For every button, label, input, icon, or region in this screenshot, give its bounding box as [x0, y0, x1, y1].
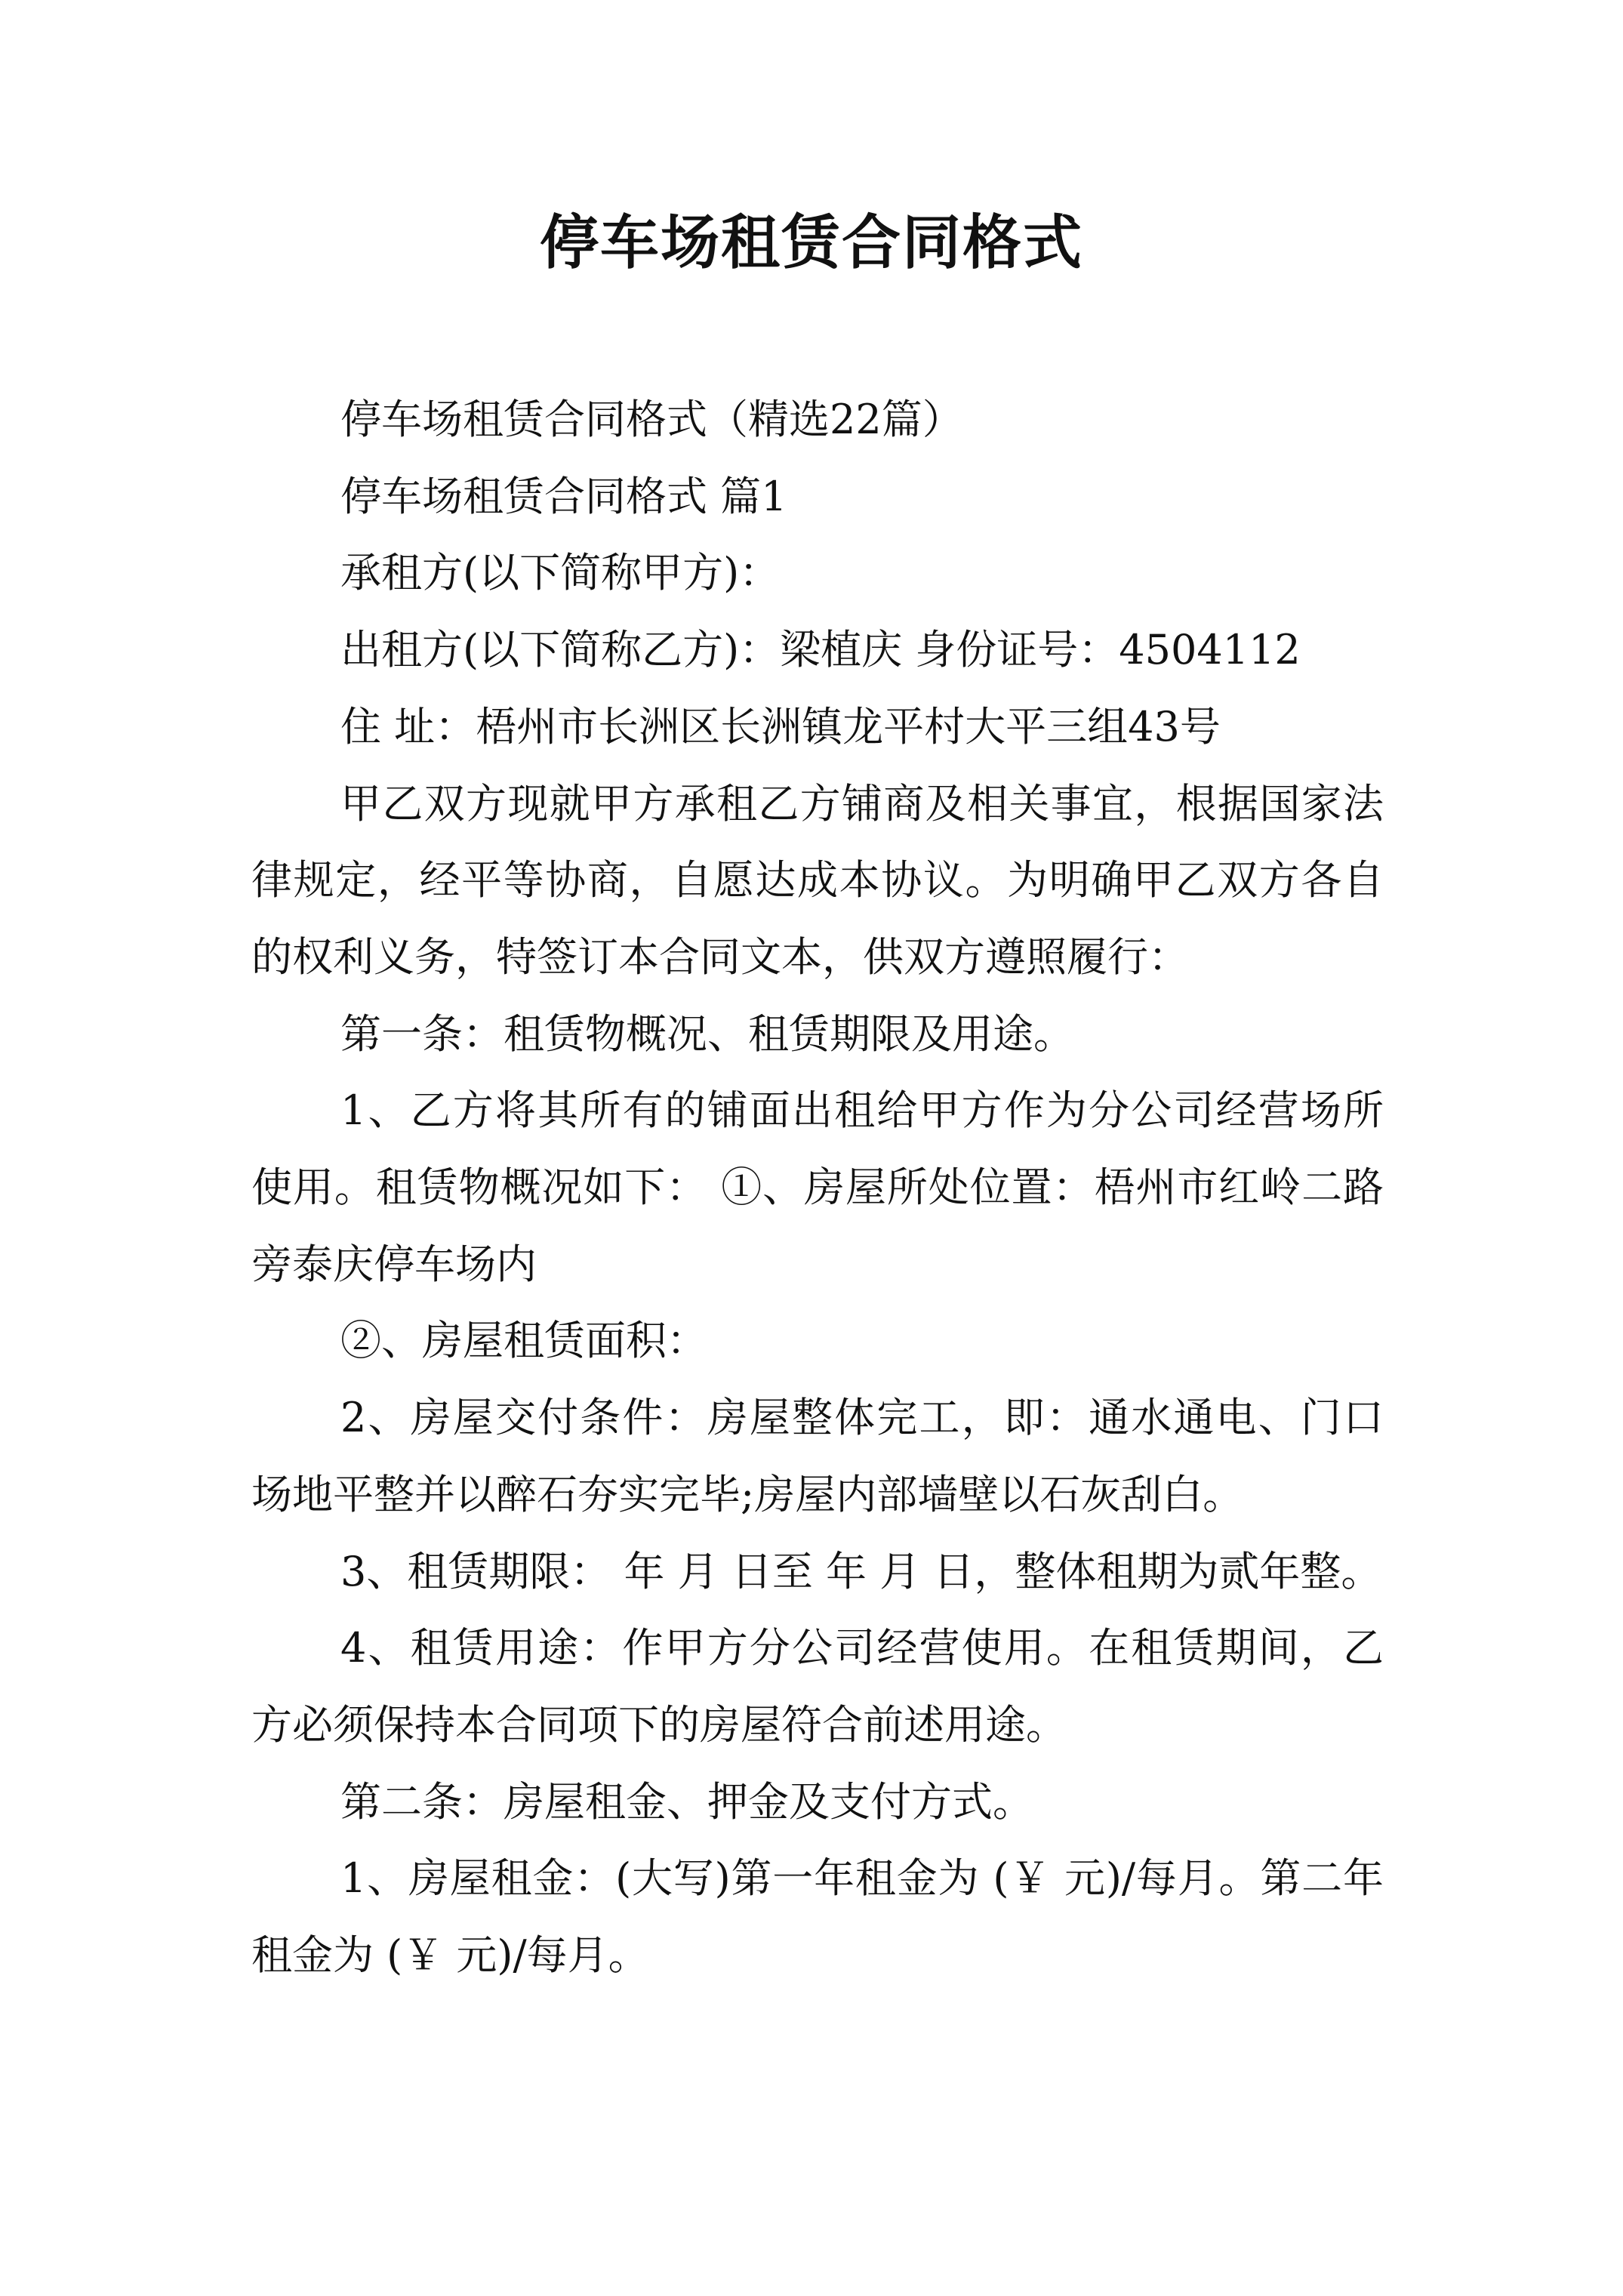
clause-1-4: 4、租赁用途：作甲方分公司经营使用。在租赁期间，乙方必须保持本合同项下的房屋符合前述用途。: [251, 1624, 1384, 1749]
preamble-paragraph: 甲乙双方现就甲方承租乙方铺商及相关事宜，根据国家法律规定，经平等协商，自愿达成本协议。为明确甲乙双方各自的权利义务，特签订本合同文本，供双方遵照履行：: [251, 779, 1384, 981]
clause-1-2: 2、房屋交付条件：房屋整体完工，即：通水通电、门口场地平整并以醉石夯实完毕;房屋内部墙壁以石灰刮白。: [251, 1394, 1384, 1518]
lessee-line: 承租方(以下简称甲方)：: [340, 549, 781, 597]
clause-2-1: 1、房屋租金：(大写)第一年租金为 (￥ 元)/每月。第二年租金为 (￥ 元)/每月。: [251, 1854, 1384, 1980]
article-one-heading: 第一条：租赁物概况、租赁期限及用途。: [340, 1009, 1074, 1058]
subtitle-paragraph: 停车场租赁合同格式（精选22篇）: [340, 396, 963, 443]
address-line: 住 址：梧州市长洲区长洲镇龙平村大平三组43号: [340, 702, 1221, 750]
clause-1-1: 1、乙方将其所有的铺面出租给甲方作为分公司经营场所使用。租赁物概况如下： ①、房屋所处位置：梧州市红岭二路旁泰庆停车场内: [251, 1086, 1384, 1288]
section-heading: 停车场租赁合同格式 篇1: [340, 472, 787, 520]
clause-1-3: 3、租赁期限： 年 月 日至 年 月 日，整体租期为贰年整。: [340, 1547, 1382, 1595]
document-body: [251, 381, 1384, 1994]
article-two-heading: 第二条：房屋租金、押金及支付方式。: [340, 1777, 1033, 1826]
lessor-line: 出租方(以下简称乙方)：梁植庆 身份证号：4504112: [340, 626, 1301, 674]
document-title: 停车场租赁合同格式: [539, 208, 1083, 277]
clause-area: ②、房屋租赁面积：: [340, 1317, 707, 1365]
